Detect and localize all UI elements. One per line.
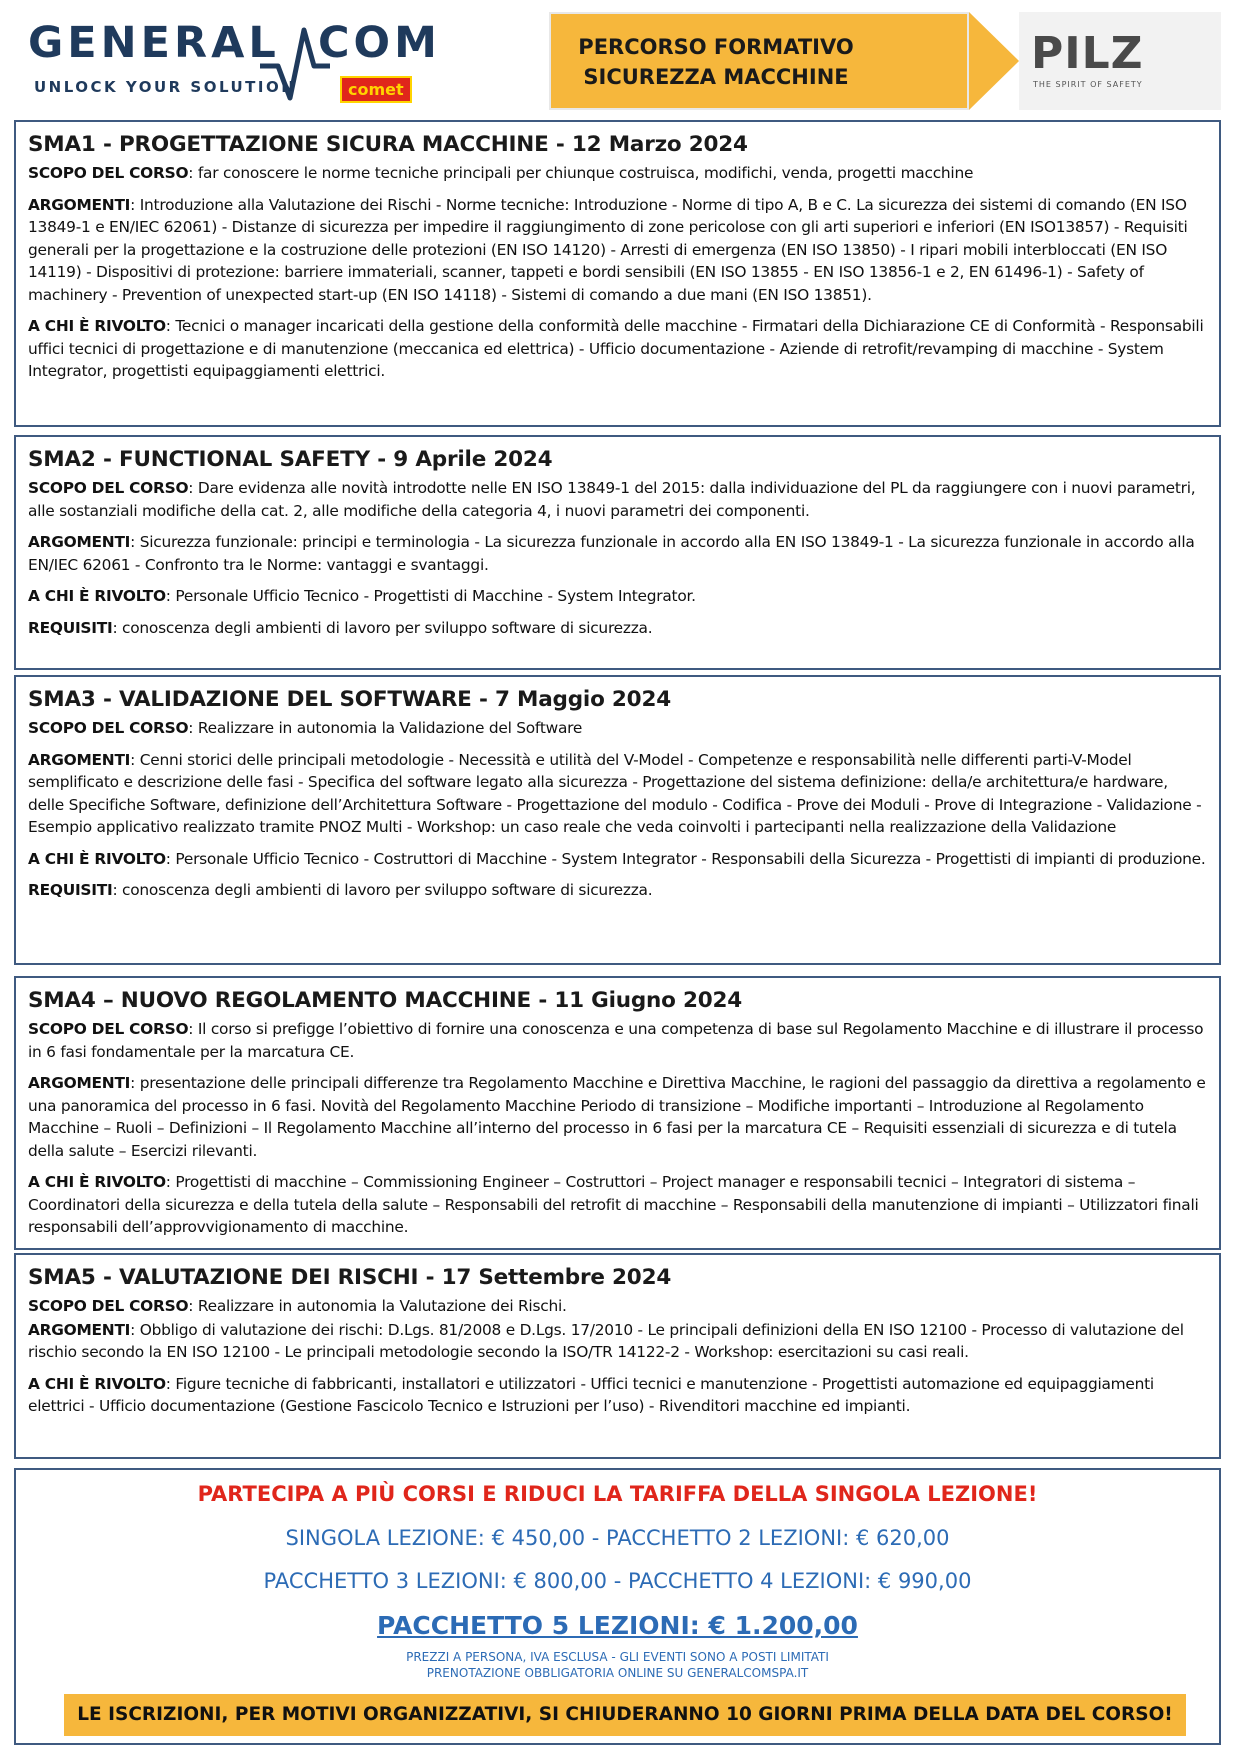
- argomenti-label: ARGOMENTI: [28, 1320, 131, 1339]
- argomenti-label: ARGOMENTI: [28, 1074, 131, 1092]
- scopo-text: : Realizzare in autonomia la Valutazione dei Rischi.: [188, 1297, 567, 1315]
- requisiti-label: REQUISITI: [28, 881, 113, 899]
- rivolto-label: A CHI È RIVOLTO: [28, 587, 166, 605]
- logo-right-text: COM: [318, 18, 441, 68]
- scopo-label: SCOPO DEL CORSO: [28, 164, 189, 182]
- rivolto-label: A CHI È RIVOLTO: [28, 317, 166, 335]
- rivolto-label: A CHI È RIVOLTO: [28, 849, 166, 868]
- course-rivolto: [28, 1373, 1207, 1418]
- course-argomenti: [28, 1072, 1207, 1162]
- price-note-2: PRENOTAZIONE OBBLIGATORIA ONLINE SU GENERALCOMSPA.IT: [426, 1666, 809, 1680]
- title-banner: [549, 12, 1221, 110]
- scopo-label: SCOPO DEL CORSO: [28, 479, 189, 497]
- banner-title: [551, 32, 881, 92]
- course-scopo: [28, 1018, 1207, 1063]
- course-argomenti: [28, 1319, 1207, 1364]
- course-rivolto: [28, 848, 1207, 871]
- rivolto-label: A CHI È RIVOLTO: [28, 1374, 166, 1393]
- course-rivolto: [28, 315, 1207, 383]
- requisiti-text: : conoscenza degli ambienti di lavoro per sviluppo software di sicurezza.: [112, 881, 653, 899]
- pilz-tagline: THE SPIRIT OF SAFETY: [1033, 80, 1143, 89]
- argomenti-label: ARGOMENTI: [28, 533, 131, 551]
- rivolto-text: : Progettisti di macchine – Commissioning Engineer – Costruttori – Project manager e responsabili tecnici – Integratori di sistema – Coordinatori della sicurezza e della tutela della salute – Responsabili del retrofit di macchine – Responsabili della manutenzione di impianti – Utilizzatori finali responsabili dell’approvvigionamento di macchine.: [28, 1173, 1199, 1236]
- promo-headline: PARTECIPA A PIÙ CORSI E RIDUCI LA TARIFFA DELLA SINGOLA LEZIONE!: [197, 1482, 1038, 1506]
- generalcom-logo: [28, 14, 441, 104]
- course-sma1: [14, 120, 1221, 427]
- course-argomenti: [28, 531, 1207, 576]
- scopo-label: SCOPO DEL CORSO: [28, 1020, 189, 1038]
- rivolto-text: : Personale Ufficio Tecnico - Progettisti di Macchine - System Integrator.: [165, 587, 696, 605]
- course-title: SMA4 – NUOVO REGOLAMENTO MACCHINE - 11 Giugno 2024: [28, 988, 743, 1013]
- scopo-label: SCOPO DEL CORSO: [28, 719, 189, 737]
- course-requisiti: [28, 879, 1207, 902]
- scopo-text: : Realizzare in autonomia la Validazione del Software: [188, 719, 583, 737]
- pilz-logo: PILZ: [1031, 28, 1144, 79]
- banner-arrow-shape: [969, 12, 1019, 110]
- scopo-text: : far conoscere le norme tecniche principali per chiunque costruisca, modifichi, venda, progetti macchine: [188, 164, 974, 182]
- argomenti-text: : Introduzione alla Valutazione dei Rischi - Norme tecniche: Introduzione - Norme di tipo A, B e C. La sicurezza dei sistemi di comando (EN ISO 13849-1 e EN/IEC 62061) - Distanze di sicurezza per impedire il raggiungimento di zone pericolose con gli arti superiori e inferiori (EN ISO13857) - Requisiti generali per la progettazione e la costruzione delle protezioni (EN ISO 14120) - Arresti di emergenza (EN ISO 13850) - I ripari mobili interbloccati (EN ISO 14119) - Dispositivi di protezione: barriere immateriali, scanner, tappeti e bordi sensibili (EN ISO 13855 - EN ISO 13856-1 e 2, EN 61496-1) - Safety of machinery - Prevention of unexpected start-up (EN ISO 14118) - Sistemi di comando a due mani (EN ISO 13851).: [28, 195, 1188, 304]
- rivolto-text: : Tecnici o manager incaricati della gestione della conformità delle macchine - Firmatari della Dichiarazione CE di Conformità - Responsabili uffici tecnici di progettazione e di manutenzione (meccanica ed elettrica) - Ufficio documentazione - Aziende di retrofit/revamping di macchine - System Integrator, progettisti equipaggiamenti elettrici.: [28, 317, 1204, 380]
- course-title: SMA3 - VALIDAZIONE DEL SOFTWARE - 7 Maggio 2024: [28, 687, 671, 712]
- pricing-box: [14, 1468, 1221, 1745]
- price-note-1: PREZZI A PERSONA, IVA ESCLUSA - GLI EVENTI SONO A POSTI LIMITATI: [406, 1650, 829, 1664]
- course-sma3: [14, 675, 1221, 965]
- logo-left-text: GENERAL: [28, 18, 280, 68]
- course-scopo: [28, 477, 1207, 522]
- banner-line-2: SICUREZZA MACCHINE: [583, 65, 849, 89]
- course-title: SMA2 - FUNCTIONAL SAFETY - 9 Aprile 2024: [28, 447, 553, 472]
- course-sma4: [14, 976, 1221, 1250]
- course-requisiti: [28, 617, 1207, 640]
- course-sma5: [14, 1253, 1221, 1459]
- course-title: SMA1 - PROGETTAZIONE SICURA MACCHINE - 12 Marzo 2024: [28, 132, 748, 157]
- argomenti-label: ARGOMENTI: [28, 750, 131, 769]
- course-scopo: [28, 717, 1207, 740]
- scopo-text: : Dare evidenza alle novità introdotte nelle EN ISO 13849-1 del 2015: dalla individuazione del PL da raggiungere con i nuovi parametri, alle sostanziali modifiche della cat. 2, alle modifiche della categoria 4, i nuovi parametri dei componenti.: [28, 479, 1196, 520]
- price-5-lessons: PACCHETTO 5 LEZIONI: € 1.200,00: [377, 1611, 858, 1640]
- requisiti-label: REQUISITI: [28, 618, 113, 637]
- price-line-3: [16, 1611, 1219, 1640]
- rivolto-text: : Figure tecniche di fabbricanti, installatori e utilizzatori - Uffici tecnici e manutenzione - Progettisti automazione ed equipaggiamenti elettrici - Ufficio documentazione (Gestione Fascicolo Tecnico e Istruzioni per l’uso) - Rivenditori macchine ed impianti.: [28, 1374, 1154, 1415]
- requisiti-text: : conoscenza degli ambienti di lavoro per sviluppo software di sicurezza.: [112, 618, 653, 637]
- course-sma2: [14, 435, 1221, 670]
- course-rivolto: [28, 585, 1207, 608]
- scopo-label: SCOPO DEL CORSO: [28, 1297, 189, 1315]
- course-argomenti: [28, 194, 1207, 307]
- price-line-2: PACCHETTO 3 LEZIONI: € 800,00 - PACCHETTO 4 LEZIONI: € 990,00: [263, 1569, 972, 1593]
- price-line-1: SINGOLA LEZIONE: € 450,00 - PACCHETTO 2 LEZIONI: € 620,00: [285, 1526, 950, 1550]
- banner-line-1: PERCORSO FORMATIVO: [578, 35, 854, 59]
- argomenti-text: : Sicurezza funzionale: principi e terminologia - La sicurezza funzionale in accordo alla EN ISO 13849-1 - La sicurezza funzionale in accordo alla EN/IEC 62061 - Confronto tra le Norme: vantaggi e svantaggi.: [28, 533, 1195, 574]
- course-scopo: [28, 1295, 1207, 1318]
- argomenti-text: : presentazione delle principali differenze tra Regolamento Macchine e Direttiva Macchine, le ragioni del passaggio da direttiva a regolamento e una panoramica del processo in 6 fasi. Novità del Regolamento Macchine Periodo di transizione – Modifiche importanti – Introduzione al Regolamento Macchine – Ruoli – Definizioni – Il Regolamento Macchine all’interno del processo in 6 fasi per la marcatura CE – Requisiti essenziali di sicurezza e di tutela della salute – Esercizi rilevanti.: [28, 1074, 1206, 1160]
- course-rivolto: [28, 1171, 1207, 1239]
- banner-background: [549, 12, 969, 110]
- course-title: SMA5 - VALUTAZIONE DEI RISCHI - 17 Settembre 2024: [28, 1265, 672, 1290]
- rivolto-label: A CHI È RIVOLTO: [28, 1173, 166, 1191]
- course-argomenti: [28, 749, 1207, 839]
- course-scopo: [28, 162, 1207, 185]
- argomenti-label: ARGOMENTI: [28, 195, 131, 214]
- argomenti-text: : Cenni storici delle principali metodologie - Necessità e utilità del V-Model - Competenze e responsabilità nelle differenti parti-V-Model semplificato e descrizione delle fasi - Specifica del software legato alla sicurezza - Progettazione del sistema definizione: della/e architettura/e hardware, delle Specifiche Software, definizione dell’Architettura Software - Progettazione del modulo - Codifica - Prove dei Moduli - Prove di Integrazione - Validazione - Esempio applicativo realizzato tramite PNOZ Multi - Workshop: un caso reale che veda coinvolti i partecipanti nella realizzazione della Validazione: [28, 750, 1202, 836]
- scopo-text: : Il corso si prefigge l’obiettivo di fornire una conoscenza e una competenza di base sul Regolamento Macchine e di illustrare il processo in 6 fasi fondamentale per la marcatura CE.: [28, 1020, 1204, 1061]
- argomenti-text: : Obbligo di valutazione dei rischi: D.Lgs. 81/2008 e D.Lgs. 17/2010 - Le principali definizioni della EN ISO 12100 - Processo di valutazione del rischio secondo la EN ISO 12100 - Le principali metodologie secondo la ISO/TR 14122-2 - Workshop: esercitazioni su casi reali.: [28, 1320, 1184, 1361]
- closing-banner: LE ISCRIZIONI, PER MOTIVI ORGANIZZATIVI, SI CHIUDERANNO 10 GIORNI PRIMA DELLA DATA DEL CORSO!: [64, 1694, 1186, 1736]
- comet-logo: comet: [340, 76, 412, 103]
- rivolto-text: : Personale Ufficio Tecnico - Costruttori di Macchine - System Integrator - Responsabili della Sicurezza - Progettisti di impianti di produzione.: [165, 849, 1206, 868]
- logo-tagline: UNLOCK YOUR SOLUTION: [34, 78, 297, 96]
